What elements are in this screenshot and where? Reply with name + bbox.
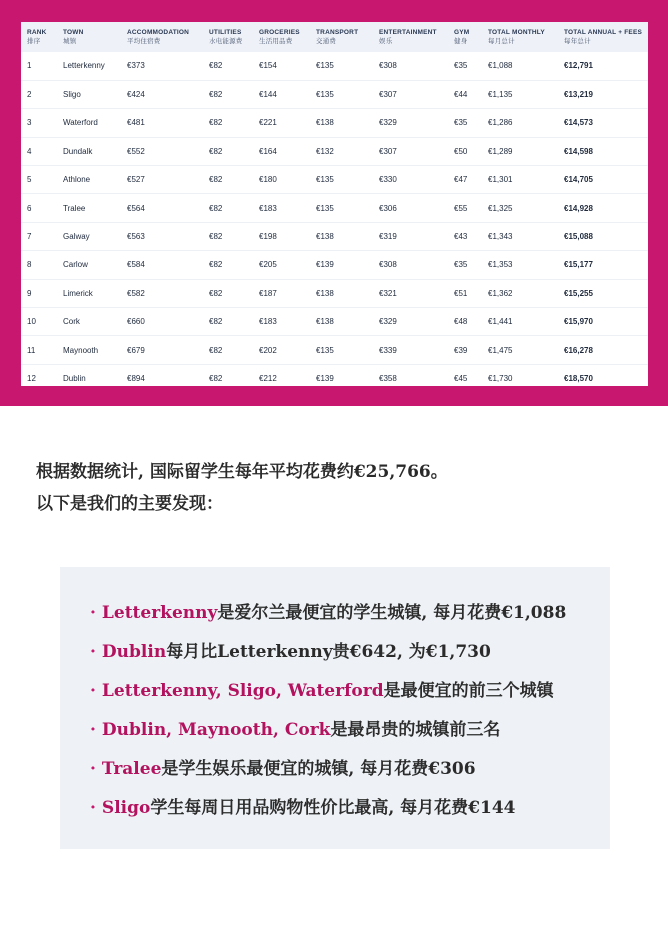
table-cell: €584	[127, 260, 145, 270]
table-cell: €15,970	[564, 317, 593, 327]
table-cell: €138	[316, 232, 334, 242]
table-cell: €319	[379, 232, 397, 242]
table-cell: €1,135	[488, 90, 513, 100]
table-cell: €16,278	[564, 345, 593, 355]
table-cell: €144	[259, 90, 277, 100]
table-cell: €679	[127, 345, 145, 355]
table-cell: €205	[259, 260, 277, 270]
column-header	[203, 22, 253, 52]
table-cell: €138	[316, 317, 334, 327]
table-body	[21, 52, 648, 393]
table-cell: €183	[259, 203, 277, 213]
table-cell: 3	[27, 118, 32, 128]
column-header-zh: 平均住宿费	[127, 37, 161, 45]
table-cell: Cork	[63, 317, 80, 327]
table-cell: €582	[127, 288, 145, 298]
table-cell: €221	[259, 118, 277, 128]
finding-text: 是学生娱乐最便宜的城镇, 每月花费€306	[161, 759, 476, 779]
column-header-zh: 娱乐	[379, 37, 393, 45]
table-cell: €307	[379, 90, 397, 100]
table-cell: €43	[454, 232, 468, 242]
table-cell: €35	[454, 118, 468, 128]
table-cell: €35	[454, 61, 468, 71]
table-cell: €39	[454, 345, 468, 355]
table-cell: €82	[209, 288, 223, 298]
table-cell: Dundalk	[63, 146, 93, 156]
table-cell: 10	[27, 317, 36, 327]
table-cell: €1,475	[488, 345, 513, 355]
column-header-zh: 健身	[454, 37, 468, 45]
table-cell: 7	[27, 232, 32, 242]
table-cell: €82	[209, 90, 223, 100]
column-header-zh: 每年总计	[564, 37, 591, 45]
summary-line-2: 以下是我们的主要发现：	[36, 494, 223, 514]
table-cell: €14,598	[564, 146, 593, 156]
table-cell: €82	[209, 345, 223, 355]
finding-item	[90, 672, 610, 711]
column-header	[121, 22, 203, 52]
column-header-en: GYM	[454, 29, 470, 36]
finding-highlight: Tralee	[101, 759, 162, 779]
table-cell: €1,441	[488, 317, 513, 327]
table-cell: €48	[454, 317, 468, 327]
table-cell: €82	[209, 175, 223, 185]
table-header-row	[21, 22, 648, 52]
table-cell: €135	[316, 90, 334, 100]
table-cell: €15,177	[564, 260, 593, 270]
table-cell: €1,289	[488, 146, 513, 156]
table-cell: €82	[209, 317, 223, 327]
table-cell: €660	[127, 317, 145, 327]
finding-highlight: Letterkenny, Sligo, Waterford	[101, 681, 384, 701]
finding-text: 是最昂贵的城镇前三名	[330, 720, 501, 740]
magenta-frame	[0, 0, 668, 406]
column-header	[57, 22, 121, 52]
table-cell: 9	[27, 288, 32, 298]
column-header	[482, 22, 558, 52]
table-cell: €308	[379, 61, 397, 71]
column-header-en: GROCERIES	[259, 29, 300, 36]
table-row	[21, 137, 648, 165]
table-cell: Waterford	[63, 118, 98, 128]
bullet-icon: ·	[90, 798, 96, 818]
table-cell: €1,301	[488, 175, 513, 185]
column-header-zh: 排序	[27, 37, 41, 45]
table-cell: €135	[316, 345, 334, 355]
table-cell: €198	[259, 232, 277, 242]
table-cell: 12	[27, 374, 36, 384]
bullet-icon: ·	[90, 681, 96, 701]
table-cell: €132	[316, 146, 334, 156]
table-cell: €44	[454, 90, 468, 100]
table-cell: Athlone	[63, 175, 91, 185]
table-cell: €18,570	[564, 374, 593, 384]
table-cell: €339	[379, 345, 397, 355]
table-row	[21, 251, 648, 279]
table-cell: €373	[127, 61, 145, 71]
finding-highlight: Dublin	[101, 642, 167, 662]
findings-panel	[60, 567, 610, 849]
table-cell: €135	[316, 175, 334, 185]
table-cell: €55	[454, 203, 468, 213]
table-cell: €329	[379, 317, 397, 327]
table-cell: €1,088	[488, 61, 513, 71]
column-header-zh: 生活用品费	[259, 37, 293, 45]
column-header-zh: 城镇	[63, 37, 77, 45]
column-header-zh: 交通费	[316, 37, 337, 45]
table-cell: €139	[316, 374, 334, 384]
table-cell: €1,325	[488, 203, 513, 213]
table-cell: Maynooth	[63, 345, 99, 355]
table-cell: €306	[379, 203, 397, 213]
bullet-icon: ·	[90, 720, 96, 740]
table-cell: 5	[27, 175, 32, 185]
finding-text: 每月比Letterkenny贵€642, 为€1,730	[166, 642, 491, 662]
table-cell: 8	[27, 260, 32, 270]
table-cell: €13,219	[564, 90, 593, 100]
table-cell: €14,573	[564, 118, 593, 128]
table-cell: €82	[209, 232, 223, 242]
table-cell: €15,255	[564, 288, 593, 298]
table-row	[21, 308, 648, 336]
table-cell: €1,730	[488, 374, 513, 384]
table-row	[21, 166, 648, 194]
table-cell: €307	[379, 146, 397, 156]
table-cell: €12,791	[564, 61, 593, 71]
column-header-en: TOTAL ANNUAL + FEES	[564, 29, 643, 36]
table-cell: €15,088	[564, 232, 593, 242]
table-cell: Tralee	[63, 203, 86, 213]
bullet-icon: ·	[90, 759, 96, 779]
table-cell: €82	[209, 118, 223, 128]
table-row	[21, 52, 648, 80]
table-cell: 11	[27, 345, 36, 355]
finding-item	[90, 633, 610, 672]
finding-highlight: Sligo	[101, 798, 151, 818]
table-cell: €82	[209, 146, 223, 156]
table-cell: €138	[316, 288, 334, 298]
table-cell: €45	[454, 374, 468, 384]
table-cell: €50	[454, 146, 468, 156]
table-cell: €82	[209, 260, 223, 270]
table-cell: €1,353	[488, 260, 513, 270]
table-cell: Carlow	[63, 260, 88, 270]
column-header-zh: 每月总计	[488, 37, 515, 45]
table-row	[21, 222, 648, 250]
table-cell: €139	[316, 260, 334, 270]
column-header-en: UTILITIES	[209, 29, 242, 36]
table-cell: €14,928	[564, 203, 593, 213]
table-cell: €308	[379, 260, 397, 270]
table-cell: €894	[127, 374, 145, 384]
column-header-en: TRANSPORT	[316, 29, 359, 36]
table-cell: €424	[127, 90, 145, 100]
table-cell: €564	[127, 203, 145, 213]
table-cell: €563	[127, 232, 145, 242]
column-header-zh: 水电能源费	[209, 37, 243, 45]
table-cell: €138	[316, 118, 334, 128]
column-header	[253, 22, 310, 52]
column-header	[373, 22, 448, 52]
table-row	[21, 109, 648, 137]
column-header-en: RANK	[27, 29, 47, 36]
table-cell: 2	[27, 90, 32, 100]
table-cell: €202	[259, 345, 277, 355]
table-cell: €51	[454, 288, 468, 298]
table-row	[21, 336, 648, 364]
finding-item	[90, 750, 610, 789]
column-header-en: TOTAL MONTHLY	[488, 29, 545, 36]
table-cell: Dublin	[63, 374, 86, 384]
table-cell: €330	[379, 175, 397, 185]
table-row	[21, 279, 648, 307]
table-cell: €35	[454, 260, 468, 270]
table-cell: Limerick	[63, 288, 93, 298]
bullet-icon: ·	[90, 642, 96, 662]
column-header	[310, 22, 373, 52]
finding-text: 学生每周日用品购物性价比最高, 每月花费€144	[150, 798, 516, 818]
column-header-en: TOWN	[63, 29, 84, 36]
table-cell: 6	[27, 203, 32, 213]
table-cell: 1	[27, 61, 32, 71]
table-cell: €82	[209, 374, 223, 384]
table-cell: €135	[316, 203, 334, 213]
finding-item	[90, 711, 610, 750]
table-cell: €358	[379, 374, 397, 384]
table-cell: €1,286	[488, 118, 513, 128]
table-cell: 4	[27, 146, 32, 156]
table-cell: €183	[259, 317, 277, 327]
finding-highlight: Dublin, Maynooth, Cork	[101, 720, 331, 740]
summary-text	[36, 456, 636, 520]
table-cell: €1,343	[488, 232, 513, 242]
table-cell: €82	[209, 61, 223, 71]
finding-item	[90, 594, 610, 633]
table-cell: €329	[379, 118, 397, 128]
column-header-en: ENTERTAINMENT	[379, 29, 437, 36]
table-cell: €527	[127, 175, 145, 185]
table-cell: €187	[259, 288, 277, 298]
column-header	[448, 22, 482, 52]
finding-text: 是爱尔兰最便宜的学生城镇, 每月花费€1,088	[217, 603, 567, 623]
table-cell: €135	[316, 61, 334, 71]
table-row	[21, 194, 648, 222]
table-cell: €212	[259, 374, 277, 384]
cost-table	[21, 22, 648, 393]
cost-table-card	[21, 22, 648, 386]
table-row	[21, 80, 648, 108]
table-cell: €1,362	[488, 288, 513, 298]
table-cell: €481	[127, 118, 145, 128]
table-cell: €164	[259, 146, 277, 156]
column-header-en: ACCOMMODATION	[127, 29, 190, 36]
bullet-icon: ·	[90, 603, 96, 623]
table-cell: €154	[259, 61, 277, 71]
finding-item	[90, 789, 610, 828]
table-cell: €552	[127, 146, 145, 156]
table-cell: €180	[259, 175, 277, 185]
finding-text: 是最便宜的前三个城镇	[383, 681, 554, 701]
table-cell: Letterkenny	[63, 61, 105, 71]
summary-line-1: 根据数据统计, 国际留学生每年平均花费约€25,766。	[36, 462, 448, 482]
finding-highlight: Letterkenny	[101, 603, 218, 623]
column-header	[558, 22, 648, 52]
table-cell: €47	[454, 175, 468, 185]
table-cell: €14,705	[564, 175, 593, 185]
column-header	[21, 22, 57, 52]
findings-list	[60, 567, 610, 828]
table-cell: Galway	[63, 232, 90, 242]
table-cell: €321	[379, 288, 397, 298]
table-cell: Sligo	[63, 90, 81, 100]
table-cell: €82	[209, 203, 223, 213]
table-row	[21, 364, 648, 392]
